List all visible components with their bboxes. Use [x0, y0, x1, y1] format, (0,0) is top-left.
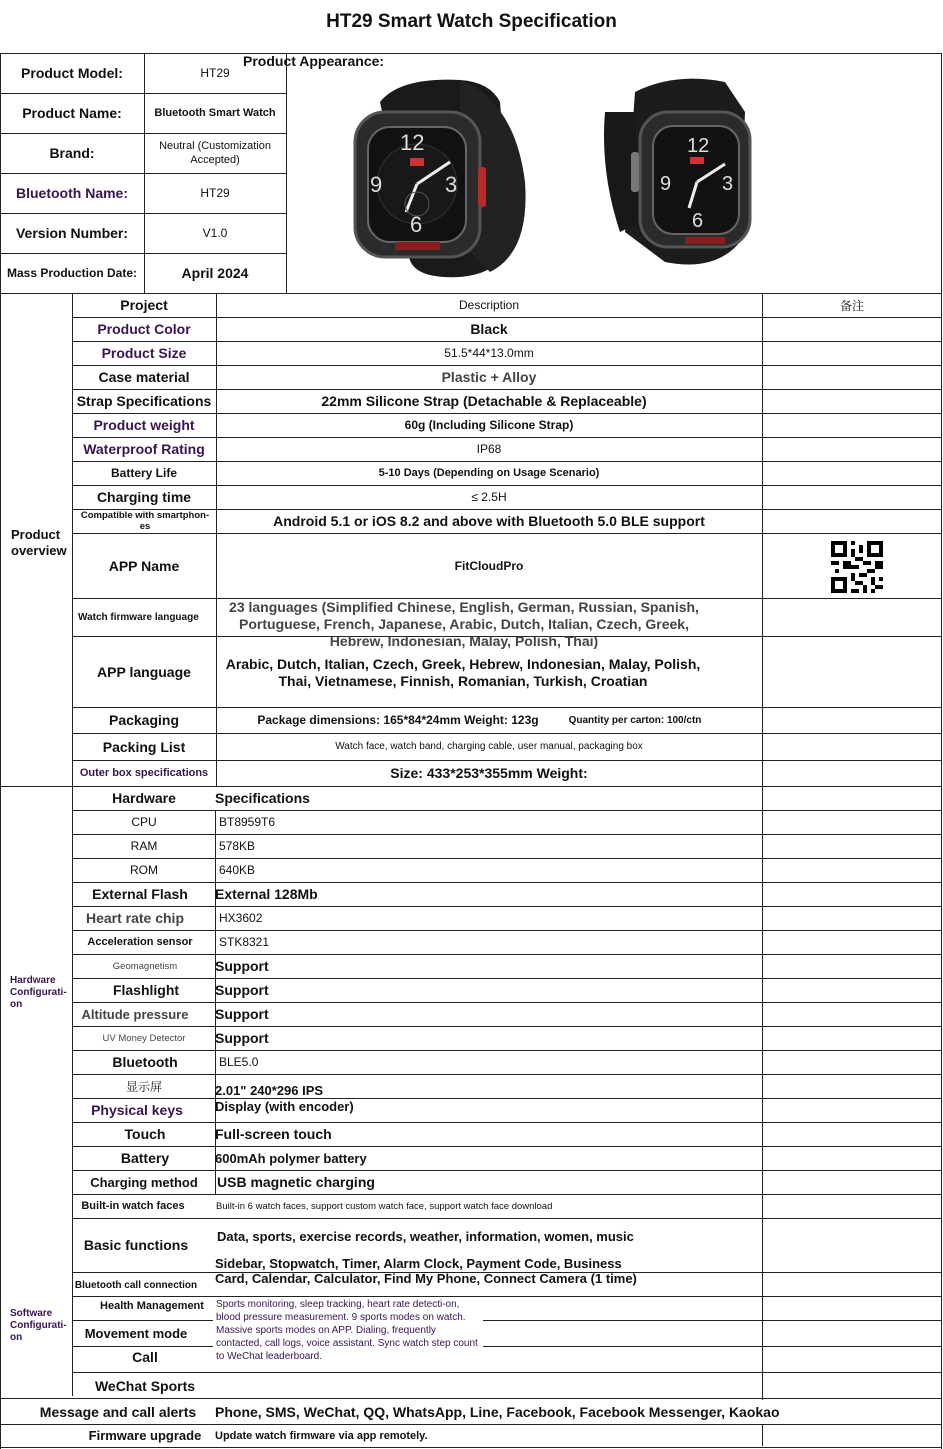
hardware-section-label: Hardware Configurati-on: [10, 975, 67, 1010]
heart-rate-chip-value: HX3602: [219, 911, 263, 925]
altitude-pressure-label: Altitude pressure: [81, 1006, 189, 1022]
watch-faces-value: Built-in 6 watch faces, support custom watch face, support watch face download: [216, 1200, 553, 1212]
movement-mode-label: Movement mode: [84, 1325, 188, 1341]
app-language-value: Arabic, Dutch, Italian, Czech, Greek, Hebrew, Indonesian, Malay, Polish, Thai, Vietnamese, Finnish, Romanian, Turkish, Croatian: [225, 656, 701, 689]
physical-keys-value: Display (with encoder): [215, 1098, 354, 1114]
flashlight-value: Support: [215, 982, 269, 998]
compatible-label: Compatible with smartphon-es: [80, 510, 210, 532]
firmware-language-label: Watch firmware language: [78, 611, 199, 623]
product-name-label: Product Name:: [22, 105, 122, 121]
col-specifications: Specifications: [215, 790, 310, 806]
firmware-upgrade-value: Update watch firmware via app remotely.: [215, 1429, 428, 1442]
svg-text:9: 9: [660, 173, 672, 195]
cpu-label: CPU: [131, 815, 157, 829]
acceleration-sensor-value: STK8321: [219, 935, 270, 949]
app-name-label: APP Name: [108, 557, 180, 574]
flashlight-label: Flashlight: [112, 982, 180, 998]
product-model-label: Product Model:: [21, 65, 123, 81]
firmware-language-value: 23 languages (Simplified Chinese, English, German, Russian, Spanish, Portuguese, French, Japanese, Arabic, Dutch, Italian, Czech, Greek, Hebrew, Indonesian, Malay, Polish, Thai): [229, 599, 699, 649]
external-flash-value: External 128Mb: [215, 886, 318, 902]
rom-label: ROM: [130, 863, 158, 877]
watch-faces-label: Built-in watch faces: [81, 1200, 185, 1212]
basic-functions-label: Basic functions: [83, 1237, 189, 1253]
svg-text:3: 3: [722, 173, 734, 195]
case-material-label: Case material: [98, 369, 190, 385]
message-alerts-value: Phone, SMS, WeChat, QQ, WhatsApp, Line, Facebook, Facebook Messenger, Kaokao: [212, 1400, 792, 1424]
charging-time-value: ≤ 2.5H: [471, 490, 507, 504]
mass-production-label: Mass Production Date:: [6, 265, 138, 280]
geomagnetism-label: Geomagnetism: [112, 960, 178, 972]
firmware-upgrade-label: Firmware upgrade: [88, 1428, 202, 1443]
bluetooth-value: BLE5.0: [219, 1055, 259, 1069]
health-sports-description: Sports monitoring, sleep tracking, heart rate detecti-on, blood pressure measurement. 9 sports modes on watch. Massive sports modes on APP. Dialing, frequently contacted, call logs, voice assistant. Sync watch step count to WeChat leaderboard.: [213, 1298, 483, 1366]
qr-code-icon: [831, 541, 883, 593]
altitude-pressure-value: Support: [215, 1006, 269, 1022]
wechat-sports-label: WeChat Sports: [94, 1378, 196, 1394]
battery-life-value: 5-10 Days (Depending on Usage Scenario): [378, 467, 600, 479]
case-material-value: Plastic + Alloy: [441, 369, 537, 385]
watch-front-image: [340, 72, 550, 282]
col-description: Description: [458, 298, 520, 312]
bluetooth-call-label: Bluetooth call connection: [74, 1279, 198, 1291]
product-weight-label: Product weight: [93, 417, 195, 433]
waterproof-value: IP68: [476, 442, 502, 456]
ram-label: RAM: [130, 839, 158, 853]
rom-value: 640KB: [219, 863, 256, 877]
outer-box-label: Outer box specifications: [79, 767, 209, 779]
outer-box-value: Size: 433*253*355mm Weight:: [390, 765, 588, 781]
product-color-value: Black: [470, 321, 508, 337]
display-value: 2.01" 240*296 IPS: [215, 1082, 324, 1098]
packing-list-label: Packing List: [102, 738, 186, 755]
packaging-carton-value: Quantity per carton: 100/ctn: [568, 714, 702, 726]
charging-method-label: Charging method: [90, 1174, 198, 1190]
acceleration-sensor-label: Acceleration sensor: [87, 936, 193, 948]
svg-text:6: 6: [692, 210, 704, 232]
external-flash-label: External Flash: [92, 886, 188, 902]
basic-functions-value-1: Data, sports, exercise records, weather, information, women, music: [217, 1228, 634, 1244]
basic-functions-value-2: Sidebar, Stopwatch, Timer, Alarm Clock, Payment Code, Business Card, Calendar, Calculator, Find My Phone, Connect Camera (1 time): [215, 1256, 637, 1286]
strap-spec-value: 22mm Silicone Strap (Detachable & Replaceable): [321, 393, 647, 409]
watch-side-image: [595, 72, 760, 272]
col-project: Project: [120, 297, 168, 313]
svg-text:12: 12: [400, 130, 425, 155]
product-name-value: Bluetooth Smart Watch: [154, 107, 276, 119]
product-weight-value: 60g (Including Silicone Strap): [404, 418, 574, 432]
uv-money-detector-label: UV Money Detector: [102, 1032, 186, 1044]
strap-spec-label: Strap Specifications: [76, 393, 212, 409]
uv-money-detector-value: Support: [215, 1030, 269, 1046]
product-model-value: HT29: [200, 66, 230, 80]
product-size-label: Product Size: [101, 345, 187, 361]
col-notes: 备注: [839, 298, 864, 313]
ram-value: 578KB: [219, 839, 256, 853]
waterproof-label: Waterproof Rating: [83, 441, 205, 457]
product-size-value: 51.5*44*13.0mm: [444, 346, 534, 360]
product-appearance-label: Product Appearance:: [243, 53, 385, 69]
health-management-label: Health Management: [100, 1300, 204, 1312]
overview-section-label: Product overview: [11, 527, 67, 558]
product-color-label: Product Color: [97, 321, 191, 337]
display-label: 显示屏: [125, 1079, 162, 1094]
cpu-value: BT8959T6: [219, 815, 276, 829]
bluetooth-label: Bluetooth: [112, 1054, 178, 1070]
bluetooth-name-label: Bluetooth Name:: [16, 185, 128, 201]
app-language-label: APP language: [97, 663, 191, 680]
compatible-value: Android 5.1 or iOS 8.2 and above with Bluetooth 5.0 BLE support: [273, 513, 705, 529]
charging-method-value: USB magnetic charging: [217, 1174, 375, 1190]
svg-text:6: 6: [410, 212, 423, 237]
physical-keys-label: Physical keys: [91, 1102, 183, 1118]
version-number-value: V1.0: [202, 226, 228, 240]
packaging-value: Package dimensions: 165*84*24mm Weight: 123g: [257, 713, 539, 727]
charging-time-label: Charging time: [96, 489, 192, 505]
touch-value: Full-screen touch: [215, 1126, 332, 1142]
battery-label: Battery: [120, 1150, 170, 1166]
brand-value: Neutral (Customization Accepted): [159, 140, 271, 166]
svg-text:12: 12: [687, 135, 710, 157]
battery-life-label: Battery Life: [110, 466, 178, 480]
geomagnetism-value: Support: [215, 958, 269, 974]
bluetooth-name-value: HT29: [200, 186, 230, 200]
call-label: Call: [132, 1349, 158, 1365]
col-hardware: Hardware: [112, 790, 176, 806]
app-name-value: FitCloudPro: [454, 558, 524, 573]
version-number-label: Version Number:: [15, 225, 129, 241]
packaging-label: Packaging: [108, 712, 180, 728]
heart-rate-chip-label: Heart rate chip: [85, 910, 185, 926]
mass-production-value: April 2024: [181, 265, 249, 281]
svg-text:3: 3: [445, 172, 458, 197]
brand-label: Brand:: [49, 145, 95, 161]
touch-label: Touch: [124, 1126, 166, 1142]
packing-list-value: Watch face, watch band, charging cable, user manual, packaging box: [335, 741, 643, 752]
software-section-label: Software Configurati-on: [10, 1308, 67, 1343]
svg-text:9: 9: [370, 172, 383, 197]
page-title: HT29 Smart Watch Specification: [326, 11, 617, 32]
battery-value: 600mAh polymer battery: [215, 1150, 367, 1166]
message-alerts-label: Message and call alerts: [39, 1404, 197, 1420]
